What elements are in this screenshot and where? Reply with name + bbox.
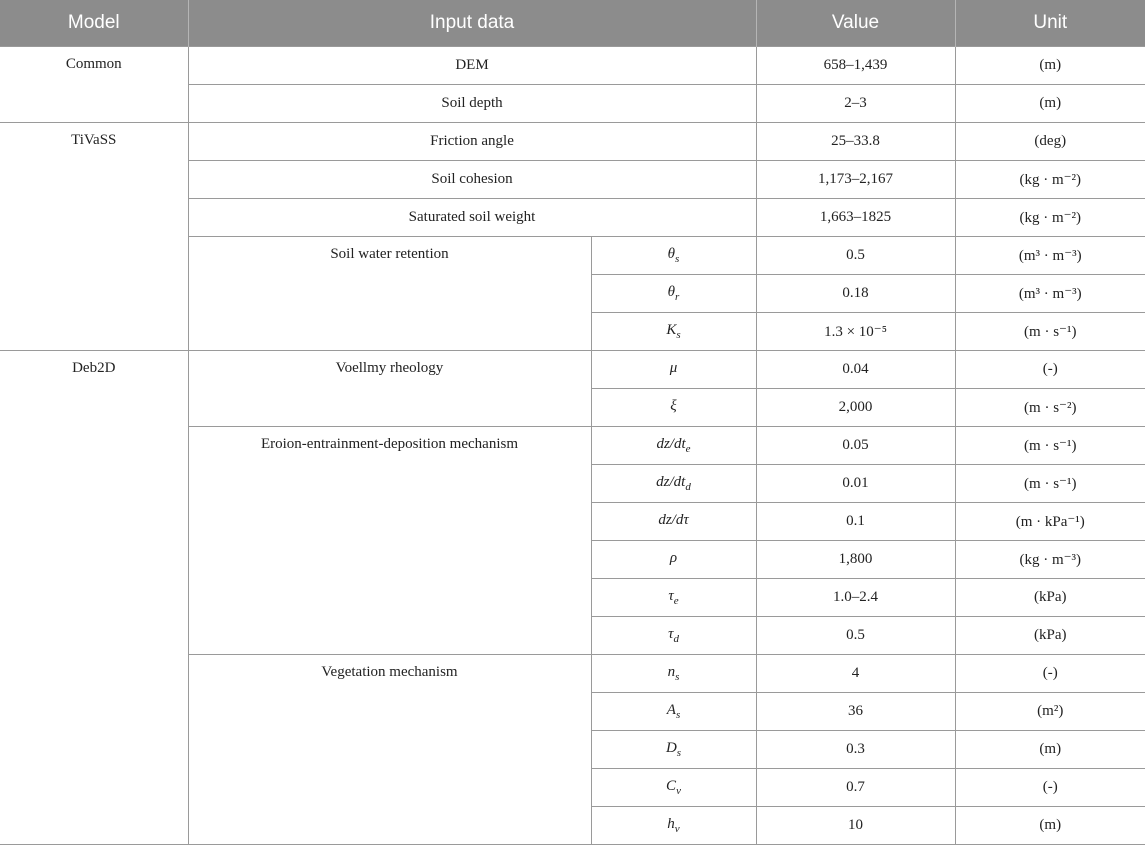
model-deb2d: Deb2D [0,351,188,845]
table-row [0,123,1145,161]
symbol-cell: $A_s$ [591,693,756,731]
value-cell: 25–33.8 [756,123,955,161]
symbol-cell: $K_s$ [591,313,756,351]
unit-cell: (m²) [955,693,1145,731]
unit-cell: (-) [955,769,1145,807]
unit-cell: (kg · m⁻²) [955,199,1145,237]
value-cell: 2,000 [756,389,955,427]
unit-cell: (kPa) [955,617,1145,655]
input-cell: Soil cohesion [188,161,756,199]
value-cell: 0.18 [756,275,955,313]
value-cell: 0.7 [756,769,955,807]
model-tivass: TiVaSS [0,123,188,351]
input-cell: DEM [188,47,756,85]
group-voellmy-rheology: Voellmy rheology [188,351,591,427]
value-cell: 0.1 [756,503,955,541]
unit-cell: (m · s⁻¹) [955,313,1145,351]
symbol-cell: $D_s$ [591,731,756,769]
header-input-data: Input data [188,0,756,47]
value-cell: 0.01 [756,465,955,503]
value-cell: 0.3 [756,731,955,769]
value-cell: 1,173–2,167 [756,161,955,199]
value-cell: 2–3 [756,85,955,123]
symbol-cell: $C_v$ [591,769,756,807]
unit-cell: (m · s⁻²) [955,389,1145,427]
value-cell: 0.05 [756,427,955,465]
value-cell: 4 [756,655,955,693]
unit-cell: (m · s⁻¹) [955,465,1145,503]
table-row [0,47,1145,85]
model-common: Common [0,47,188,123]
value-cell: 1.0–2.4 [756,579,955,617]
unit-cell: (kPa) [955,579,1145,617]
value-cell: 1,800 [756,541,955,579]
group-vegetation-mechanism: Vegetation mechanism [188,655,591,845]
symbol-cell: $dz/dt_d$ [591,465,756,503]
unit-cell: (-) [955,351,1145,389]
symbol-cell: $\theta_r$ [591,275,756,313]
header-row [0,0,1145,47]
header-unit: Unit [955,0,1145,47]
value-cell: 0.5 [756,617,955,655]
unit-cell: (m³ · m⁻³) [955,237,1145,275]
group-erosion-mechanism: Eroion-entrainment-deposition mechanism [188,427,591,655]
symbol-cell: $n_s$ [591,655,756,693]
symbol-cell: μ [591,351,756,389]
unit-cell: (m) [955,85,1145,123]
input-cell: Saturated soil weight [188,199,756,237]
symbol-cell: $\tau_e$ [591,579,756,617]
unit-cell: (m) [955,807,1145,845]
header-model: Model [0,0,188,47]
unit-cell: (m) [955,47,1145,85]
value-cell: 36 [756,693,955,731]
symbol-cell: dz/dτ [591,503,756,541]
unit-cell: (m · s⁻¹) [955,427,1145,465]
value-cell: 10 [756,807,955,845]
value-cell: 1,663–1825 [756,199,955,237]
unit-cell: (deg) [955,123,1145,161]
symbol-cell: ρ [591,541,756,579]
unit-cell: (kg · m⁻³) [955,541,1145,579]
symbol-cell: $dz/dt_e$ [591,427,756,465]
input-cell: Friction angle [188,123,756,161]
symbol-cell: ξ [591,389,756,427]
table-row [0,351,1145,389]
symbol-cell: $\tau_d$ [591,617,756,655]
unit-cell: (m) [955,731,1145,769]
symbol-cell: $h_v$ [591,807,756,845]
input-cell: Soil depth [188,85,756,123]
symbol-cell: $\theta_s$ [591,237,756,275]
unit-cell: (kg · m⁻²) [955,161,1145,199]
unit-cell: (m³ · m⁻³) [955,275,1145,313]
unit-cell: (m · kPa⁻¹) [955,503,1145,541]
unit-cell: (-) [955,655,1145,693]
value-cell: 0.04 [756,351,955,389]
value-cell: 658–1,439 [756,47,955,85]
group-soil-water-retention: Soil water retention [188,237,591,351]
header-value: Value [756,0,955,47]
value-cell: 0.5 [756,237,955,275]
value-cell: 1.3 × 10⁻⁵ [756,313,955,351]
